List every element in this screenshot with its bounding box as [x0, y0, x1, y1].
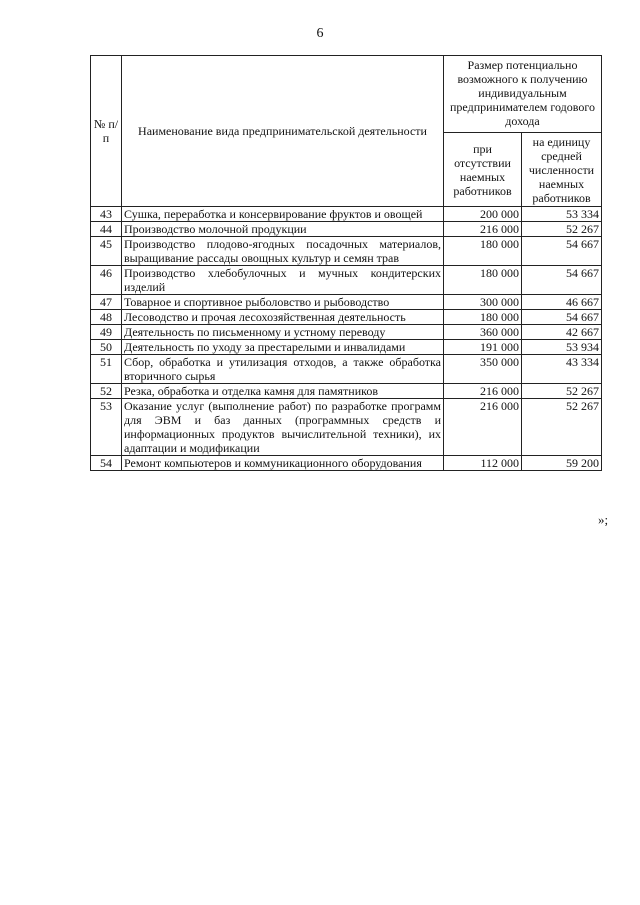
column-header-number: № п/п: [91, 56, 122, 207]
table-row: [91, 355, 602, 384]
income-per-employee: 52 267: [522, 222, 602, 237]
income-per-employee: 52 267: [522, 399, 602, 456]
activity-name: Сушка, переработка и консервирование фруктов и овощей: [122, 207, 444, 222]
activity-name: Деятельность по письменному и устному переводу: [122, 325, 444, 340]
table-row: [91, 456, 602, 471]
row-number: 54: [91, 456, 122, 471]
income-per-employee: 53 934: [522, 340, 602, 355]
income-per-employee: 42 667: [522, 325, 602, 340]
income-no-employees: 360 000: [444, 325, 522, 340]
table-row: [91, 384, 602, 399]
column-header-no-employees: при отсутствии наемных работников: [444, 133, 522, 207]
income-per-employee: 46 667: [522, 295, 602, 310]
table-row: [91, 325, 602, 340]
column-header-income-group: Размер потенциально возможного к получению индивидуальным предпринимателем годового дохода: [444, 56, 602, 133]
row-number: 48: [91, 310, 122, 325]
row-number: 51: [91, 355, 122, 384]
row-number: 46: [91, 266, 122, 295]
income-no-employees: 180 000: [444, 310, 522, 325]
activity-name: Деятельность по уходу за престарелыми и инвалидами: [122, 340, 444, 355]
income-no-employees: 200 000: [444, 207, 522, 222]
income-per-employee: 54 667: [522, 310, 602, 325]
row-number: 44: [91, 222, 122, 237]
row-number: 43: [91, 207, 122, 222]
income-per-employee: 54 667: [522, 266, 602, 295]
table-row: [91, 340, 602, 355]
closing-mark: »;: [598, 512, 609, 527]
income-per-employee: 59 200: [522, 456, 602, 471]
income-no-employees: 216 000: [444, 222, 522, 237]
income-no-employees: 180 000: [444, 266, 522, 295]
column-header-activity: Наименование вида предпринимательской деятельности: [122, 56, 444, 207]
page-number: 6: [316, 26, 324, 41]
row-number: 49: [91, 325, 122, 340]
income-no-employees: 216 000: [444, 384, 522, 399]
row-number: 50: [91, 340, 122, 355]
row-number: 47: [91, 295, 122, 310]
table-row: [91, 399, 602, 456]
activity-name: Производство плодово-ягодных посадочных материалов, выращивание рассады овощных культур и семян трав: [122, 237, 444, 266]
row-number: 52: [91, 384, 122, 399]
table-row: [91, 237, 602, 266]
activity-name: Ремонт компьютеров и коммуникационного оборудования: [122, 456, 444, 471]
income-no-employees: 300 000: [444, 295, 522, 310]
table-row: [91, 295, 602, 310]
table-row: [91, 222, 602, 237]
activity-name: Лесоводство и прочая лесохозяйственная деятельность: [122, 310, 444, 325]
table-row: [91, 266, 602, 295]
activity-name: Производство молочной продукции: [122, 222, 444, 237]
income-no-employees: 191 000: [444, 340, 522, 355]
row-number: 53: [91, 399, 122, 456]
income-per-employee: 52 267: [522, 384, 602, 399]
income-no-employees: 216 000: [444, 399, 522, 456]
income-no-employees: 112 000: [444, 456, 522, 471]
income-no-employees: 350 000: [444, 355, 522, 384]
activity-name: Оказание услуг (выполнение работ) по разработке программ для ЭВМ и баз данных (программных средств и информационных продуктов вычислительной техники), их адаптации и модификации: [122, 399, 444, 456]
row-number: 45: [91, 237, 122, 266]
table-row: [91, 207, 602, 222]
activity-name: Резка, обработка и отделка камня для памятников: [122, 384, 444, 399]
column-header-per-employee: на единицу средней численности наемных работников: [522, 133, 602, 207]
income-table: [90, 55, 602, 471]
income-per-employee: 43 334: [522, 355, 602, 384]
income-no-employees: 180 000: [444, 237, 522, 266]
income-per-employee: 53 334: [522, 207, 602, 222]
income-per-employee: 54 667: [522, 237, 602, 266]
activity-name: Товарное и спортивное рыболовство и рыбоводство: [122, 295, 444, 310]
activity-name: Сбор, обработка и утилизация отходов, а также обработка вторичного сырья: [122, 355, 444, 384]
activity-name: Производство хлебобулочных и мучных кондитерских изделий: [122, 266, 444, 295]
table-row: [91, 310, 602, 325]
